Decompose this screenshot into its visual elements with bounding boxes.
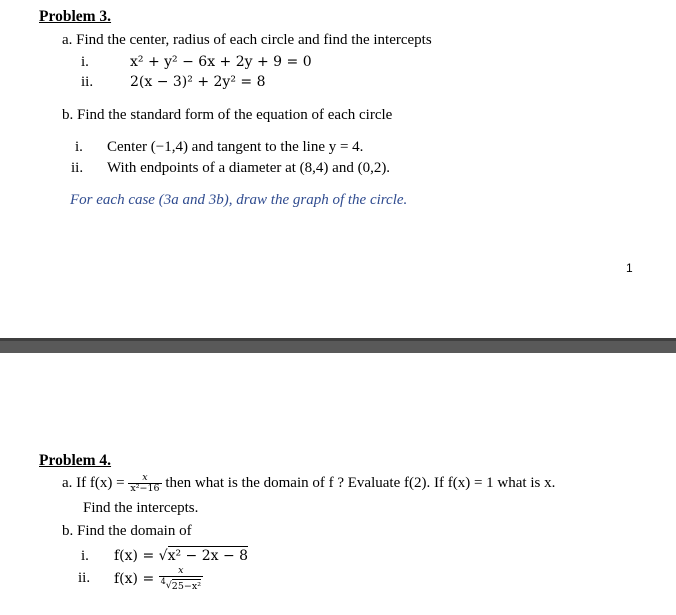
problem-4b-ii-fraction-numerator: x [178,565,184,577]
problem-4-title: Problem 4. [39,452,112,469]
problem-4a-line-2: Find the intercepts. [83,500,199,516]
problem-4b-ii-fraction-denominator: $^4$√25−x² [160,577,202,592]
problem-4b-i-radicand: x² − 2x − 8 [167,548,249,564]
problem-4a-fraction-numerator: x [142,472,148,484]
problem-4a-suffix: then what is the domain of f ? Evaluate f(2). If f(x) = 1 what is x. [161,475,556,491]
problem-4a-fraction [128,473,161,494]
problem-4b-ii-root-index: 4 [160,577,166,587]
problem-3b-prompt: b. Find the standard form of the equation of each circle [62,107,393,123]
problem-3b-ii-number: ii. [71,160,84,176]
problem-4b-prompt: b. Find the domain of [62,523,192,539]
problem-4b-i-number: i. [81,548,89,564]
problem-3b-i-number: i. [75,139,83,155]
page-number: 1 [626,261,633,275]
problem-4b-ii-fraction [159,566,203,591]
problem-4b-ii-expression [114,564,203,594]
problem-3a-ii-equation: 2(x − 3)² + 2y² = 8 [130,74,266,90]
problem-4b-ii-lhs: f(x) = [114,571,159,587]
page-2 [0,353,676,615]
problem-3a-prompt: a. Find the center, radius of each circle and find the intercepts [62,32,432,48]
problem-4b-ii-radicand: 25−x² [171,580,202,592]
problem-3a-ii-number: ii. [81,74,94,90]
page-separator [0,338,676,353]
problem-4b-i-lhs: f(x) = [114,548,159,564]
problem-3a-i-equation: x² + y² − 6x + 2y + 9 = 0 [130,54,312,70]
problem-3-title: Problem 3. [39,8,112,25]
problem-3a-i-number: i. [81,54,89,70]
problem-3b-i-text: Center (−1,4) and tangent to the line y = 4. [107,139,364,155]
problem-4b-i-expression: f(x) = √x² − 2x − 8 [114,548,249,564]
problem-4b-ii-number: ii. [78,570,91,586]
problem-4a-fraction-denominator: x²−16 [130,483,160,495]
problem-4a-prompt [62,470,555,496]
problem-4a-prefix: a. If f(x) = [62,475,129,491]
problem-3-graph-note: For each case (3a and 3b), draw the graph of the circle. [70,192,408,208]
problem-3b-ii-text: With endpoints of a diameter at (8,4) and (0,2). [107,160,391,176]
